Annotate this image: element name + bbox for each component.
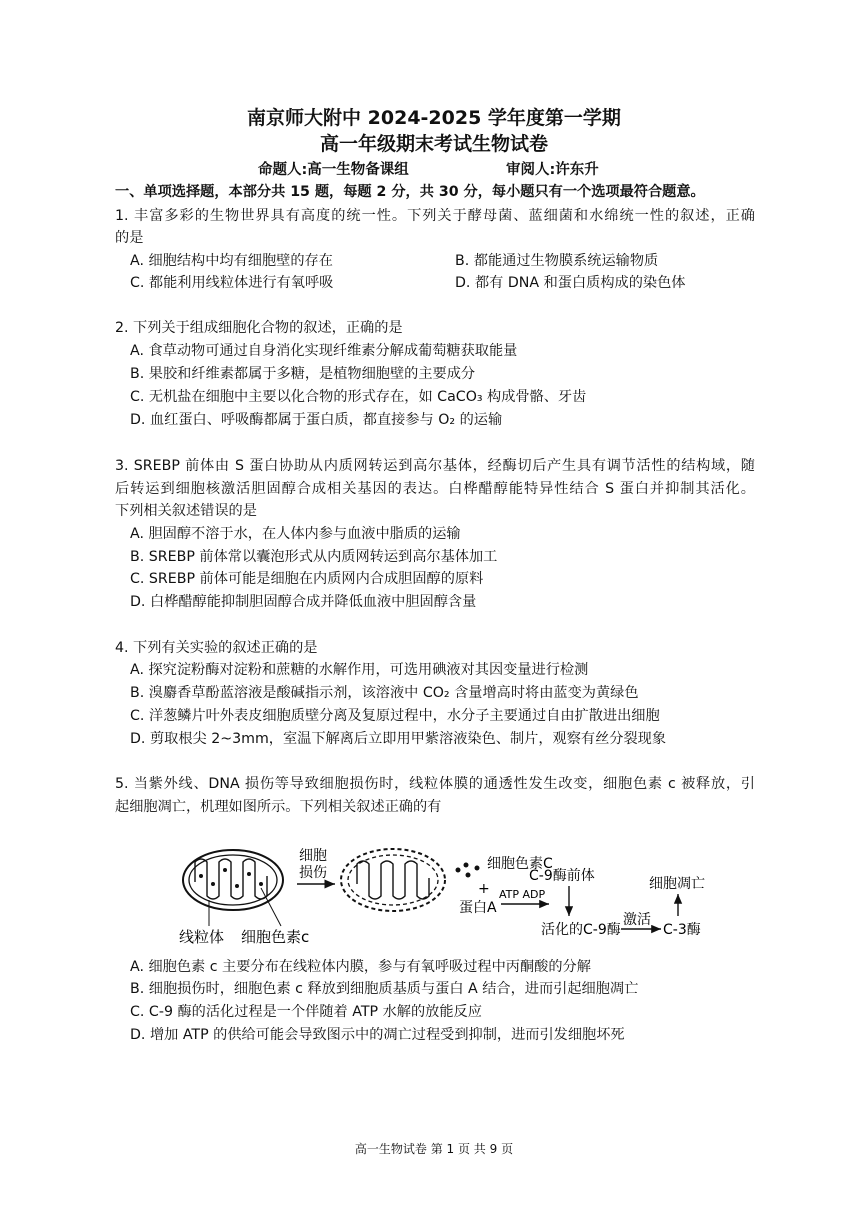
section-heading: 一、单项选择题，本部分共 15 题，每题 2 分，共 30 分，每小题只有一个选项最符合题意。 <box>115 184 705 200</box>
injury-label-line2: 损伤 <box>299 865 327 881</box>
q4-option-c: C. 洋葱鳞片叶外表皮细胞质壁分离及复原过程中，水分子主要通过自由扩散进出细胞 <box>130 708 660 724</box>
injury-label-line1: 细胞 <box>299 848 327 864</box>
q5-option-d: D. 增加 ATP 的供给可能会导致图示中的凋亡过程受到抑制，进而引发细胞坏死 <box>130 1027 625 1043</box>
q1-stem-line1: 1. 丰富多彩的生物世界具有高度的统一性。下列关于酵母菌、蓝细菌和水绵统一性的叙述，正确 <box>115 208 755 224</box>
cytochrome-c-label-bottom: 细胞色素c <box>241 928 310 946</box>
q2-stem: 2. 下列关于组成细胞化合物的叙述，正确的是 <box>115 320 403 336</box>
q4-option-d: D. 剪取根尖 2~3mm，室温下解离后立即用甲紫溶液染色、制片，观察有丝分裂现象 <box>130 731 667 747</box>
mitochondrion-damaged <box>341 849 445 911</box>
author-credit: 命题人:高一生物备课组 <box>258 162 409 178</box>
q1-stem-line2: 的是 <box>115 230 144 246</box>
cytochrome-c-dot <box>456 868 461 873</box>
cytochrome-c-dot <box>475 866 480 871</box>
active-c9-label: 活化的C-9酶 <box>541 922 621 938</box>
q4-option-a: A. 探究淀粉酶对淀粉和蔗糖的水解作用，可选用碘液对其因变量进行检测 <box>130 662 589 678</box>
q3-stem-line1: 3. SREBP 前体由 S 蛋白协助从内质网转运到高尔基体，经酶切后产生具有调节活性的结构域，随 <box>115 458 755 474</box>
c3-label: C-3酶 <box>663 922 701 938</box>
q2-option-b: B. 果胶和纤维素都属于多糖，是植物细胞壁的主要成分 <box>130 366 476 382</box>
exam-title-line2: 高一年级期末考试生物试卷 <box>319 133 548 155</box>
protein-a-label: 蛋白A <box>459 900 497 916</box>
apoptosis-label: 细胞凋亡 <box>649 876 705 892</box>
q3-option-d: D. 白桦醋醇能抑制胆固醇合成并降低血液中胆固醇含量 <box>130 594 477 610</box>
q5-option-c: C. C-9 酶的活化过程是一个伴随着 ATP 水解的放能反应 <box>130 1004 482 1020</box>
q5-stem-line2: 起细胞凋亡，机理如图所示。下列相关叙述正确的有 <box>115 799 442 815</box>
activate-label: 激活 <box>623 912 651 928</box>
q3-option-c: C. SREBP 前体可能是细胞在内质网内合成胆固醇的原料 <box>130 571 484 587</box>
plus-sign: + <box>478 881 490 897</box>
q1-option-b: B. 都能通过生物膜系统运输物质 <box>455 253 659 269</box>
cytochrome-c-dot <box>464 863 469 868</box>
cytochrome-c-label: 细胞色素C <box>487 856 553 872</box>
cytochrome-c-dot <box>466 873 471 878</box>
q3-stem-line3: 下列相关叙述错误的是 <box>115 503 257 519</box>
reviewer-credit: 审阅人:许东升 <box>506 162 599 178</box>
q2-option-c: C. 无机盐在细胞中主要以化合物的形式存在，如 CaCO₃ 构成骨骼、牙齿 <box>130 389 587 405</box>
mitochondrion-label: 线粒体 <box>179 928 225 946</box>
q1-option-c: C. 都能利用线粒体进行有氧呼吸 <box>130 275 334 291</box>
exam-title-line1: 南京师大附中 2024-2025 学年度第一学期 <box>247 107 621 129</box>
q2-option-d: D. 血红蛋白、呼吸酶都属于蛋白质，都直接参与 O₂ 的运输 <box>130 412 503 428</box>
q3-option-a: A. 胆固醇不溶于水，在人体内参与血液中脂质的运输 <box>130 526 461 542</box>
c9-precursor-label: C-9酶前体 <box>529 868 595 884</box>
q5-option-b: B. 细胞损伤时，细胞色素 c 释放到细胞质基质与蛋白 A 结合，进而引起细胞凋亡 <box>130 981 639 997</box>
q2-option-a: A. 食草动物可通过自身消化实现纤维素分解成葡萄糖获取能量 <box>130 343 518 359</box>
q3-stem-line2: 后转运到细胞核激活胆固醇合成相关基因的表达。白桦醋醇能特异性结合 S 蛋白并抑制其活化。 <box>115 481 755 497</box>
q1-option-d: D. 都有 DNA 和蛋白质构成的染色体 <box>455 275 686 291</box>
q4-option-b: B. 溴麝香草酚蓝溶液是酸碱指示剂，该溶液中 CO₂ 含量增高时将由蓝变为黄绿色 <box>130 685 639 701</box>
atp-adp-label: ATP ADP <box>499 888 546 901</box>
q5-option-a: A. 细胞色素 c 主要分布在线粒体内膜，参与有氧呼吸过程中丙酮酸的分解 <box>130 959 591 975</box>
apoptosis-diagram <box>175 840 715 955</box>
q5-stem-line1: 5. 当紫外线、DNA 损伤等导致细胞损伤时，线粒体膜的通透性发生改变，细胞色素 c 被释放，引 <box>115 776 755 792</box>
q4-stem: 4. 下列有关实验的叙述正确的是 <box>115 640 318 656</box>
page-footer: 高一生物试卷 第 1 页 共 9 页 <box>354 1142 514 1156</box>
q1-option-a: A. 细胞结构中均有细胞壁的存在 <box>130 253 333 269</box>
q3-option-b: B. SREBP 前体常以囊泡形式从内质网转运到高尔基体加工 <box>130 549 498 565</box>
